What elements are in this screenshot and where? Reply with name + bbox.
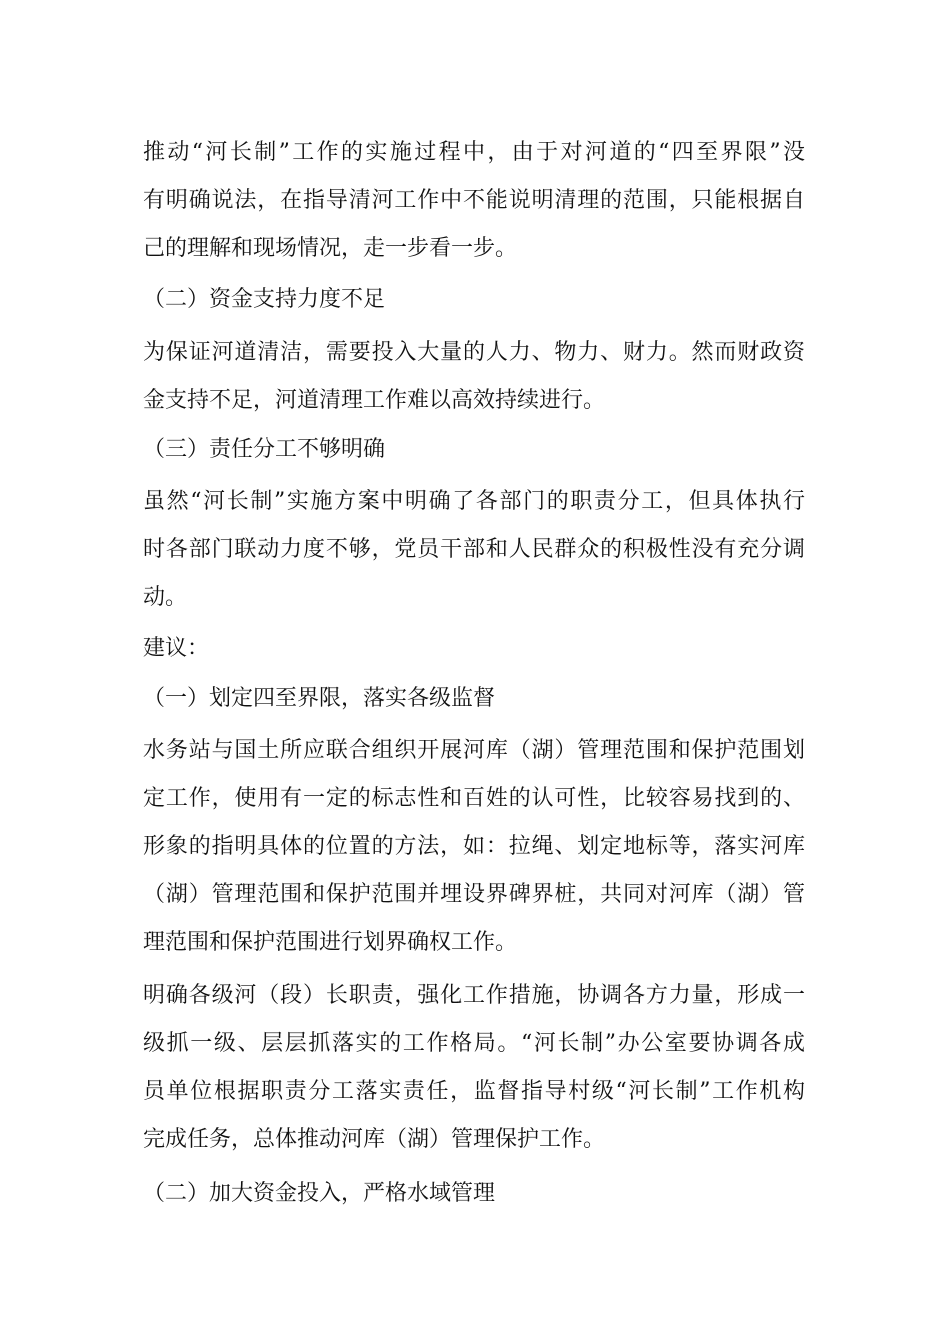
paragraph-line: 完成任务，总体推动河库（湖）管理保护工作。 bbox=[143, 1127, 606, 1152]
section-heading: 建议： bbox=[143, 636, 210, 661]
paragraph-line: 水务站与国土所应联合组织开展河库（湖）管理范围和保护范围划 bbox=[143, 738, 805, 763]
paragraph-line: 为保证河道清洁，需要投入大量的人力、物力、财力。然而财政资 bbox=[143, 340, 805, 365]
section-heading: （二）资金支持力度不足 bbox=[143, 287, 386, 312]
paragraph-line: 理范围和保护范围进行划界确权工作。 bbox=[143, 930, 518, 955]
section-heading: （二）加大资金投入，严格水域管理 bbox=[143, 1181, 496, 1206]
paragraph-line: 己的理解和现场情况，走一步看一步。 bbox=[143, 236, 518, 261]
paragraph-line: 金支持不足，河道清理工作难以高效持续进行。 bbox=[143, 388, 606, 413]
paragraph-line: 虽然“河长制”实施方案中明确了各部门的职责分工，但具体执行 bbox=[143, 489, 805, 514]
paragraph-line: 动。 bbox=[143, 585, 188, 610]
paragraph-line: 时各部门联动力度不够，党员干部和人民群众的积极性没有充分调 bbox=[143, 537, 805, 562]
paragraph-line: 推动“河长制”工作的实施过程中，由于对河道的“四至界限”没 bbox=[143, 140, 805, 165]
paragraph-line: 定工作，使用有一定的标志性和百姓的认可性，比较容易找到的、 bbox=[143, 786, 805, 811]
section-heading: （一）划定四至界限，落实各级监督 bbox=[143, 686, 496, 711]
section-heading: （三）责任分工不够明确 bbox=[143, 437, 386, 462]
paragraph-line: 级抓一级、层层抓落实的工作格局。“河长制”办公室要协调各成 bbox=[143, 1031, 805, 1056]
paragraph-line: 有明确说法，在指导清河工作中不能说明清理的范围，只能根据自 bbox=[143, 188, 805, 213]
paragraph-line: （湖）管理范围和保护范围并埋设界碑界桩，共同对河库（湖）管 bbox=[143, 882, 805, 907]
paragraph-line: 形象的指明具体的位置的方法，如：拉绳、划定地标等，落实河库 bbox=[143, 834, 805, 859]
paragraph-line: 员单位根据职责分工落实责任，监督指导村级“河长制”工作机构 bbox=[143, 1079, 805, 1104]
paragraph-line: 明确各级河（段）长职责，强化工作措施，协调各方力量，形成一 bbox=[143, 983, 805, 1008]
